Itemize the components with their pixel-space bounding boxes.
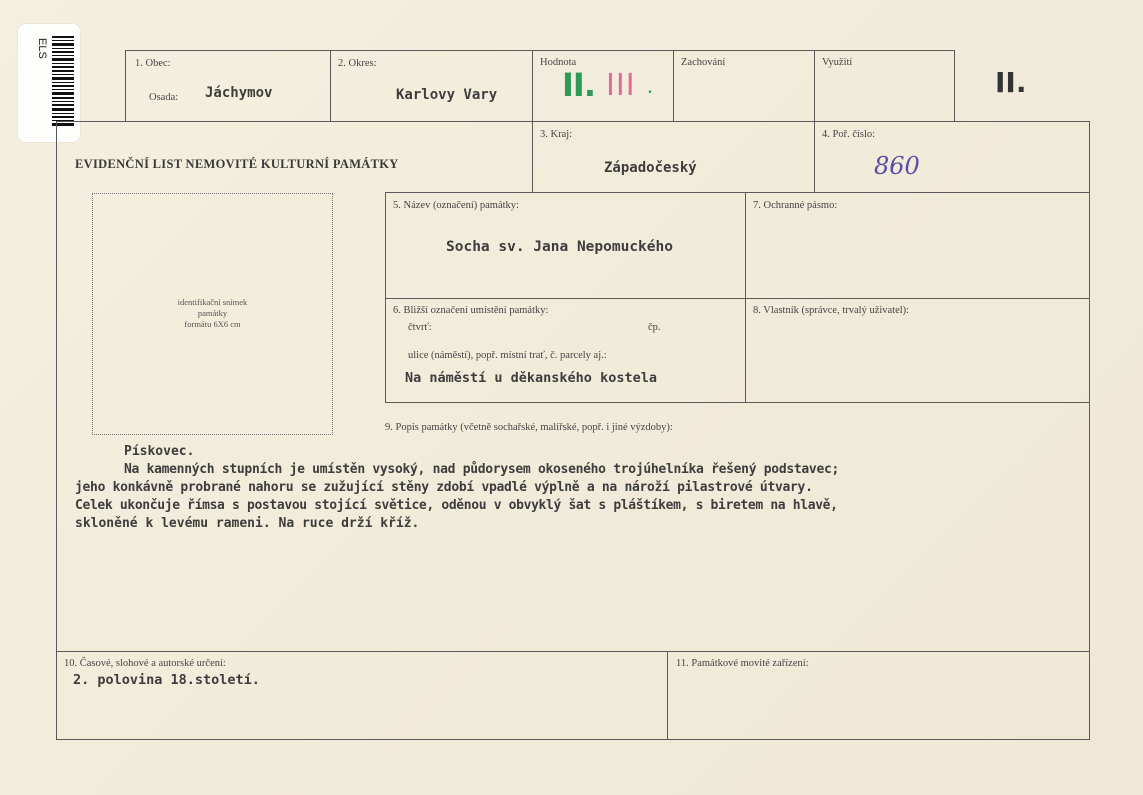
zarizeni-label: 11. Památkové movité zařízení: bbox=[676, 658, 809, 669]
corner-mark: II. bbox=[995, 66, 1027, 99]
photo-placeholder bbox=[92, 193, 333, 435]
osada-label: Osada: bbox=[149, 92, 179, 103]
cislo-value: 860 bbox=[874, 152, 920, 180]
kraj-value: Západočeský bbox=[604, 160, 697, 176]
barcode-code: ELS bbox=[36, 38, 48, 59]
vyuziti-label: Využití bbox=[822, 57, 853, 68]
photo-text-line: formátu 6X6 cm bbox=[184, 319, 241, 329]
urceni-value: 2. polovina 18.století. bbox=[73, 672, 260, 688]
zachovani-label: Zachování bbox=[681, 57, 726, 68]
cp-label: čp. bbox=[648, 322, 661, 333]
ulice-label: ulice (náměstí), popř. místní trať, č. parcely aj.: bbox=[408, 350, 607, 361]
popis-line: Pískovec. bbox=[124, 444, 195, 459]
hodnota-dot: . bbox=[648, 80, 652, 97]
cislo-label: 4. Poř. číslo: bbox=[822, 129, 876, 140]
osada-value: Jáchymov bbox=[205, 85, 273, 101]
nazev-label: 5. Název (označení) památky: bbox=[393, 200, 519, 211]
pasmo-label: 7. Ochranné pásmo: bbox=[753, 200, 838, 211]
vlastnik-label: 8. Vlastník (správce, trvalý uživatel): bbox=[753, 305, 910, 316]
nazev-value: Socha sv. Jana Nepomuckého bbox=[446, 239, 673, 255]
urceni-label: 10. Časové, slohové a autorské určení: bbox=[64, 658, 226, 669]
obec-label: 1. Obec: bbox=[135, 58, 171, 69]
hodnota-green-mark: II. bbox=[562, 66, 595, 104]
hodnota-label: Hodnota bbox=[540, 57, 577, 68]
kraj-label: 3. Kraj: bbox=[540, 129, 573, 140]
ulice-value: Na náměstí u děkanského kostela bbox=[405, 370, 657, 386]
popis-label: 9. Popis památky (včetně sochařské, malířské, popř. i jiné výzdoby): bbox=[385, 422, 673, 433]
form-title: EVIDENČNÍ LIST NEMOVITÉ KULTURNÍ PAMÁTKY bbox=[75, 157, 399, 171]
okres-value: Karlovy Vary bbox=[396, 87, 498, 103]
photo-text-line: památky bbox=[197, 308, 228, 318]
photo-text-line: identifikační snímek bbox=[177, 297, 248, 307]
umisteni-label: 6. Bližší označení umístění památky: bbox=[393, 305, 549, 316]
popis-line: Celek ukončuje římsa s postavou stojící světice, oděnou v obvyklý šat s pláštíkem, s biretem na hlavě, bbox=[75, 498, 838, 513]
popis-line: Na kamenných stupních je umístěn vysoký, nad půdorysem okoseného trojúhelníka řešený podstavec; bbox=[124, 462, 840, 477]
ctvrt-label: čtvrť: bbox=[408, 322, 432, 333]
hodnota-red-mark: III bbox=[606, 68, 636, 103]
okres-label: 2. Okres: bbox=[338, 58, 377, 69]
kraj-box bbox=[532, 121, 815, 193]
popis-line: skloněné k levému rameni. Na ruce drží kříž. bbox=[75, 516, 420, 531]
popis-line: jeho konkávně probrané nahoru se zužující stěny zdobí vpadlé výplně a na nároží pilastrové útvary. bbox=[75, 480, 813, 495]
barcode-icon bbox=[52, 36, 74, 128]
